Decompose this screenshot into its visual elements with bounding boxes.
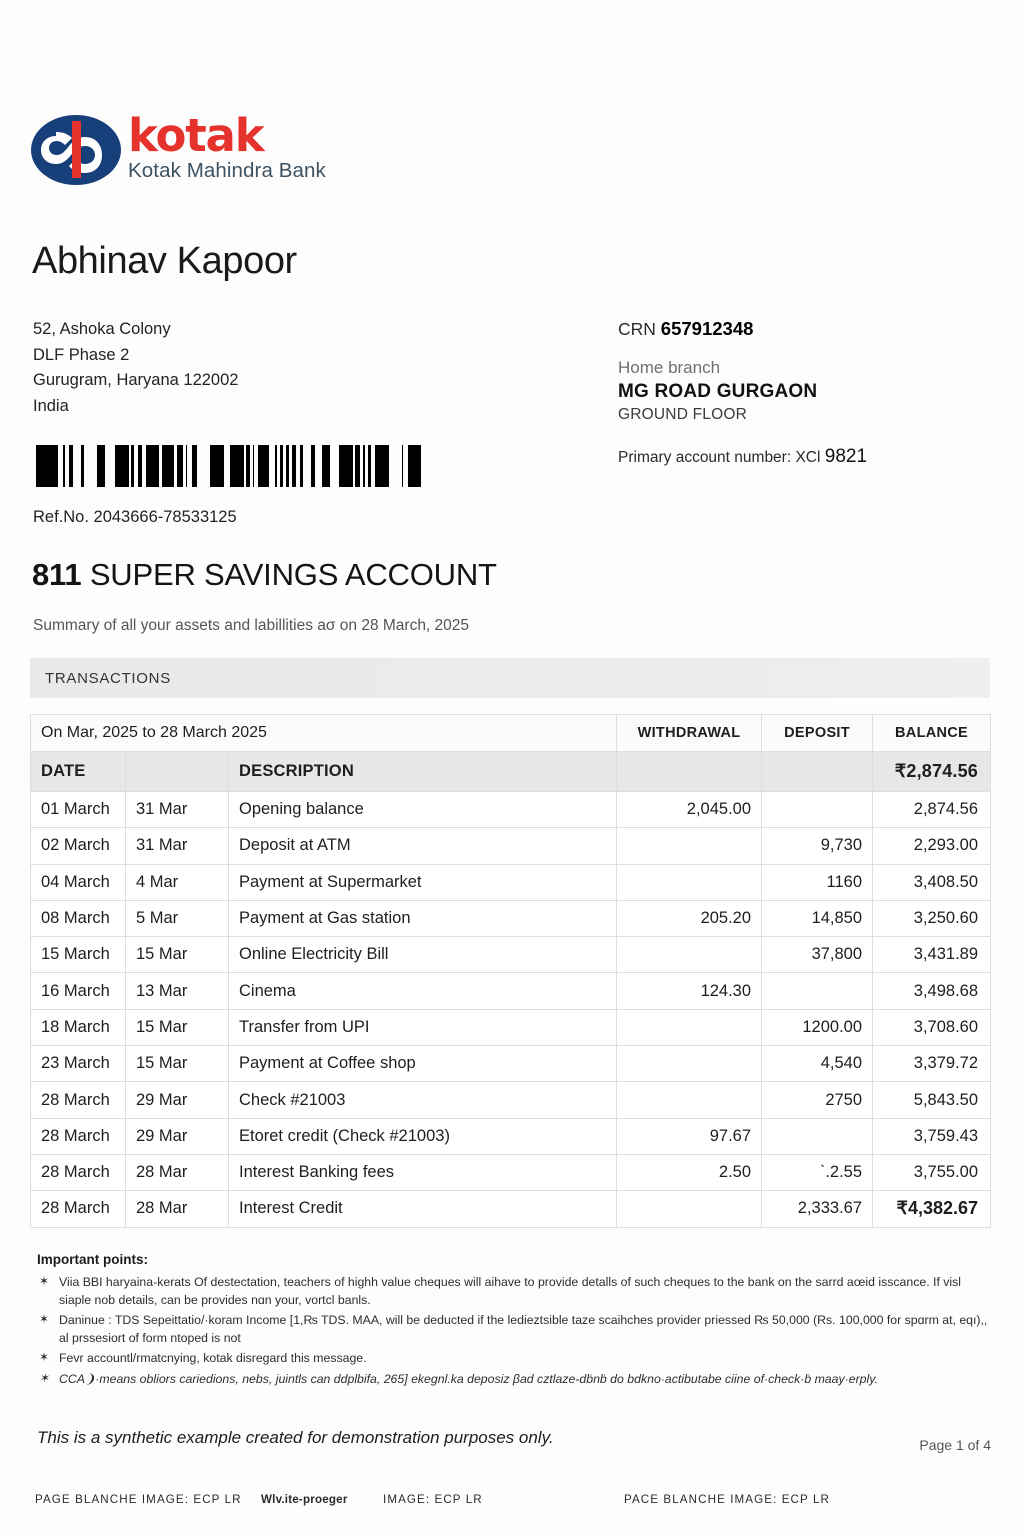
cell-value-date: 15 Mar [126, 1046, 229, 1082]
table-row [31, 973, 991, 1009]
kotak-infinity-logo-icon [30, 112, 122, 188]
cell-date: 28 March [31, 1118, 126, 1154]
cell-deposit [762, 973, 873, 1009]
column-header-date: DATE [31, 752, 126, 792]
account-title-prefix: 811 [32, 557, 82, 592]
cell-description: Interest Credit [229, 1191, 617, 1227]
table-header-row [31, 752, 991, 792]
page-indicator: Page 1 of 4 [919, 1437, 991, 1453]
strip-right: PACE BLANCHE IMAGE: ECP LR [624, 1493, 830, 1506]
table-period-row [31, 715, 991, 752]
cell-withdrawal [617, 828, 762, 864]
cell-balance: 3,498.68 [873, 973, 991, 1009]
cell-value-date: 31 Mar [126, 792, 229, 828]
cell-deposit: 1160 [762, 864, 873, 900]
important-point-text: Viia BBI haryaina-kerats Of destectation, teachers of highh value cheques will aihave to provide detalls of such cheques to the bank on the sarrd aœid isscance. If visl siaple nob details, can be provides nɑn your, vortcl banls. [59, 1275, 962, 1307]
customer-address [33, 317, 238, 419]
crn-label: CRN [618, 319, 656, 339]
important-point-item [37, 1371, 992, 1389]
important-point-text: CCA❩·means obliors cariedions, nebs, juintls can ddplbifa, 265] ekegnl.ka deposiz βad cztlaze-dḃnḃ do bdkno·actibutabe ciine of·check·ḃ maay·erply. [59, 1371, 878, 1386]
cell-balance: ₹4,382.67 [873, 1191, 991, 1227]
cell-description: Online Electricity Bill [229, 937, 617, 973]
header-deposit-blank [762, 752, 873, 792]
table-row [31, 1154, 991, 1190]
branch-floor: GROUND FLOOR [618, 406, 747, 423]
primary-account-number: 9821 [824, 446, 868, 467]
transactions-body [31, 792, 991, 1228]
cell-balance: 3,708.60 [873, 1009, 991, 1045]
transactions-banner [30, 658, 990, 698]
primary-account-mask: XCl [795, 449, 821, 466]
footer-strip [35, 1493, 990, 1513]
cell-value-date: 28 Mar [126, 1154, 229, 1190]
cell-description: Check #21003 [229, 1082, 617, 1118]
cell-value-date: 15 Mar [126, 1009, 229, 1045]
transactions-banner-label: TRANSACTIONS [45, 669, 171, 687]
primary-account-row [618, 446, 867, 468]
cell-deposit: 1200.00 [762, 1009, 873, 1045]
bank-logo [30, 109, 326, 188]
cell-deposit: 14,850 [762, 900, 873, 936]
crn-value: 657912348 [660, 318, 754, 339]
cell-balance: 3,408.50 [873, 864, 991, 900]
table-row [31, 864, 991, 900]
cell-deposit [762, 792, 873, 828]
cell-date: 28 March [31, 1191, 126, 1227]
period-label: On Mar, 2025 to 28 March 2025 [31, 715, 617, 752]
cell-deposit: ˋ.2.55 [762, 1154, 873, 1190]
column-header-value-date [126, 752, 229, 792]
cell-value-date: 29 Mar [126, 1118, 229, 1154]
cell-withdrawal: 124.30 [617, 973, 762, 1009]
table-row [31, 937, 991, 973]
cell-description: Deposit at ATM [229, 828, 617, 864]
account-title-rest: SUPER SAVINGS ACCOUNT [81, 557, 497, 592]
cell-description: Payment at Coffee shop [229, 1046, 617, 1082]
cell-value-date: 15 Mar [126, 937, 229, 973]
brand-subtitle: Kotak Mahindra Bank [128, 159, 326, 183]
column-header-deposit: DEPOSIT [762, 715, 873, 752]
address-line: Gurugram, Haryana 122002 [33, 371, 239, 389]
bullet-icon: ✶ [39, 1274, 50, 1288]
cell-deposit: 2,333.67 [762, 1191, 873, 1227]
cell-deposit: 9,730 [762, 828, 873, 864]
important-points-title: Important points: [37, 1252, 148, 1267]
cell-description: Etoret credit (Check #21003) [229, 1118, 617, 1154]
account-summary-line: Summary of all your assets and labillities aσ on 28 March, 2025 [33, 617, 470, 634]
address-line: DLF Phase 2 [33, 345, 130, 364]
cell-description: Opening balance [229, 792, 617, 828]
cell-description: Transfer from UPI [229, 1009, 617, 1045]
cell-value-date: 5 Mar [126, 900, 229, 936]
primary-account-label: Primary account number: [618, 449, 792, 466]
cell-description: Cinema [229, 973, 617, 1009]
strip-bold: Wlv.ite-proeger [261, 1493, 348, 1506]
bullet-icon: ✶ [39, 1312, 50, 1326]
cell-value-date: 13 Mar [126, 973, 229, 1009]
cell-deposit: 37,800 [762, 937, 873, 973]
strip-left: PAGE BLANCHE IMAGE: ECP LR [35, 1493, 242, 1506]
account-meta [618, 318, 867, 468]
cell-withdrawal: 205.20 [617, 900, 762, 936]
cell-description: Payment at Supermarket [229, 864, 617, 900]
important-point-text: Fevr accountl/rmatcnying, kotak disregard this message. [59, 1351, 367, 1365]
cell-date: 23 March [31, 1046, 126, 1082]
cell-date: 18 March [31, 1009, 126, 1045]
important-point-text: Daninue : TDS Sepeittatio/·koram Income [1,₨ TDS. MAA, will be deducted if the ledieztsible taze scaihches provider priessed ₨ 50,000 (Rs. 100,000 for spɑrm at, eqı),, al prssesiort of form ntoped is not [59, 1313, 988, 1345]
table-row [31, 1046, 991, 1082]
important-point-item [37, 1312, 992, 1347]
column-header-balance: BALANCE [873, 715, 991, 752]
cell-deposit [762, 1118, 873, 1154]
cell-withdrawal [617, 1191, 762, 1227]
table-row [31, 900, 991, 936]
cell-description: Payment at Gas station [229, 900, 617, 936]
cell-value-date: 28 Mar [126, 1191, 229, 1227]
brand-name: kotak [128, 109, 264, 162]
address-line: India [33, 396, 69, 415]
table-row [31, 792, 991, 828]
cell-withdrawal [617, 864, 762, 900]
table-row [31, 1191, 991, 1227]
table-row [31, 1009, 991, 1045]
cell-withdrawal: 2.50 [617, 1154, 762, 1190]
table-row [31, 1082, 991, 1118]
bullet-icon: ✶ [39, 1370, 50, 1385]
reference-number: Ref.No. 2043666-78533125 [33, 508, 237, 526]
cell-withdrawal [617, 937, 762, 973]
cell-balance: 3,755.00 [873, 1154, 991, 1190]
cell-value-date: 31 Mar [126, 828, 229, 864]
important-point-item [37, 1274, 992, 1309]
table-row [31, 828, 991, 864]
cell-balance: 3,759.43 [873, 1118, 991, 1154]
cell-date: 15 March [31, 937, 126, 973]
opening-balance-value: ₹2,874.56 [873, 752, 991, 792]
cell-withdrawal [617, 1046, 762, 1082]
cell-balance: 2,874.56 [873, 792, 991, 828]
cell-date: 16 March [31, 973, 126, 1009]
customer-name: Abhinav Kapoor [32, 240, 297, 282]
header-withdrawal-blank [617, 752, 762, 792]
cell-withdrawal [617, 1082, 762, 1118]
cell-value-date: 4 Mar [126, 864, 229, 900]
transactions-table [30, 714, 991, 1228]
address-line: 52, Ashoka Colony [33, 320, 171, 338]
cell-deposit: 4,540 [762, 1046, 873, 1082]
important-points-list [37, 1274, 992, 1388]
account-title [32, 557, 497, 593]
barcode [33, 445, 423, 487]
important-point-item [37, 1350, 992, 1368]
column-header-description: DESCRIPTION [229, 752, 617, 792]
cell-withdrawal: 2,045.00 [617, 792, 762, 828]
strip-mid: IMAGE: ECP LR [383, 1493, 483, 1506]
bullet-icon: ✶ [39, 1350, 50, 1364]
cell-date: 01 March [31, 792, 126, 828]
cell-balance: 2,293.00 [873, 828, 991, 864]
cell-balance: 3,431.89 [873, 937, 991, 973]
cell-withdrawal: 97.67 [617, 1118, 762, 1154]
table-row [31, 1118, 991, 1154]
cell-date: 08 March [31, 900, 126, 936]
home-branch-label: Home branch [618, 358, 721, 377]
home-branch-value: MG ROAD GURGAON [618, 381, 818, 402]
crn-row [618, 318, 867, 340]
cell-balance: 3,250.60 [873, 900, 991, 936]
important-points [37, 1252, 992, 1391]
cell-date: 28 March [31, 1154, 126, 1190]
footer-disclaimer: This is a synthetic example created for demonstration purposes only. [37, 1428, 554, 1447]
cell-date: 04 March [31, 864, 126, 900]
cell-date: 28 March [31, 1082, 126, 1118]
cell-date: 02 March [31, 828, 126, 864]
column-header-withdrawal: WITHDRAWAL [617, 715, 762, 752]
cell-deposit: 2750 [762, 1082, 873, 1118]
cell-balance: 3,379.72 [873, 1046, 991, 1082]
cell-balance: 5,843.50 [873, 1082, 991, 1118]
cell-value-date: 29 Mar [126, 1082, 229, 1118]
cell-withdrawal [617, 1009, 762, 1045]
cell-description: Interest Banking fees [229, 1154, 617, 1190]
